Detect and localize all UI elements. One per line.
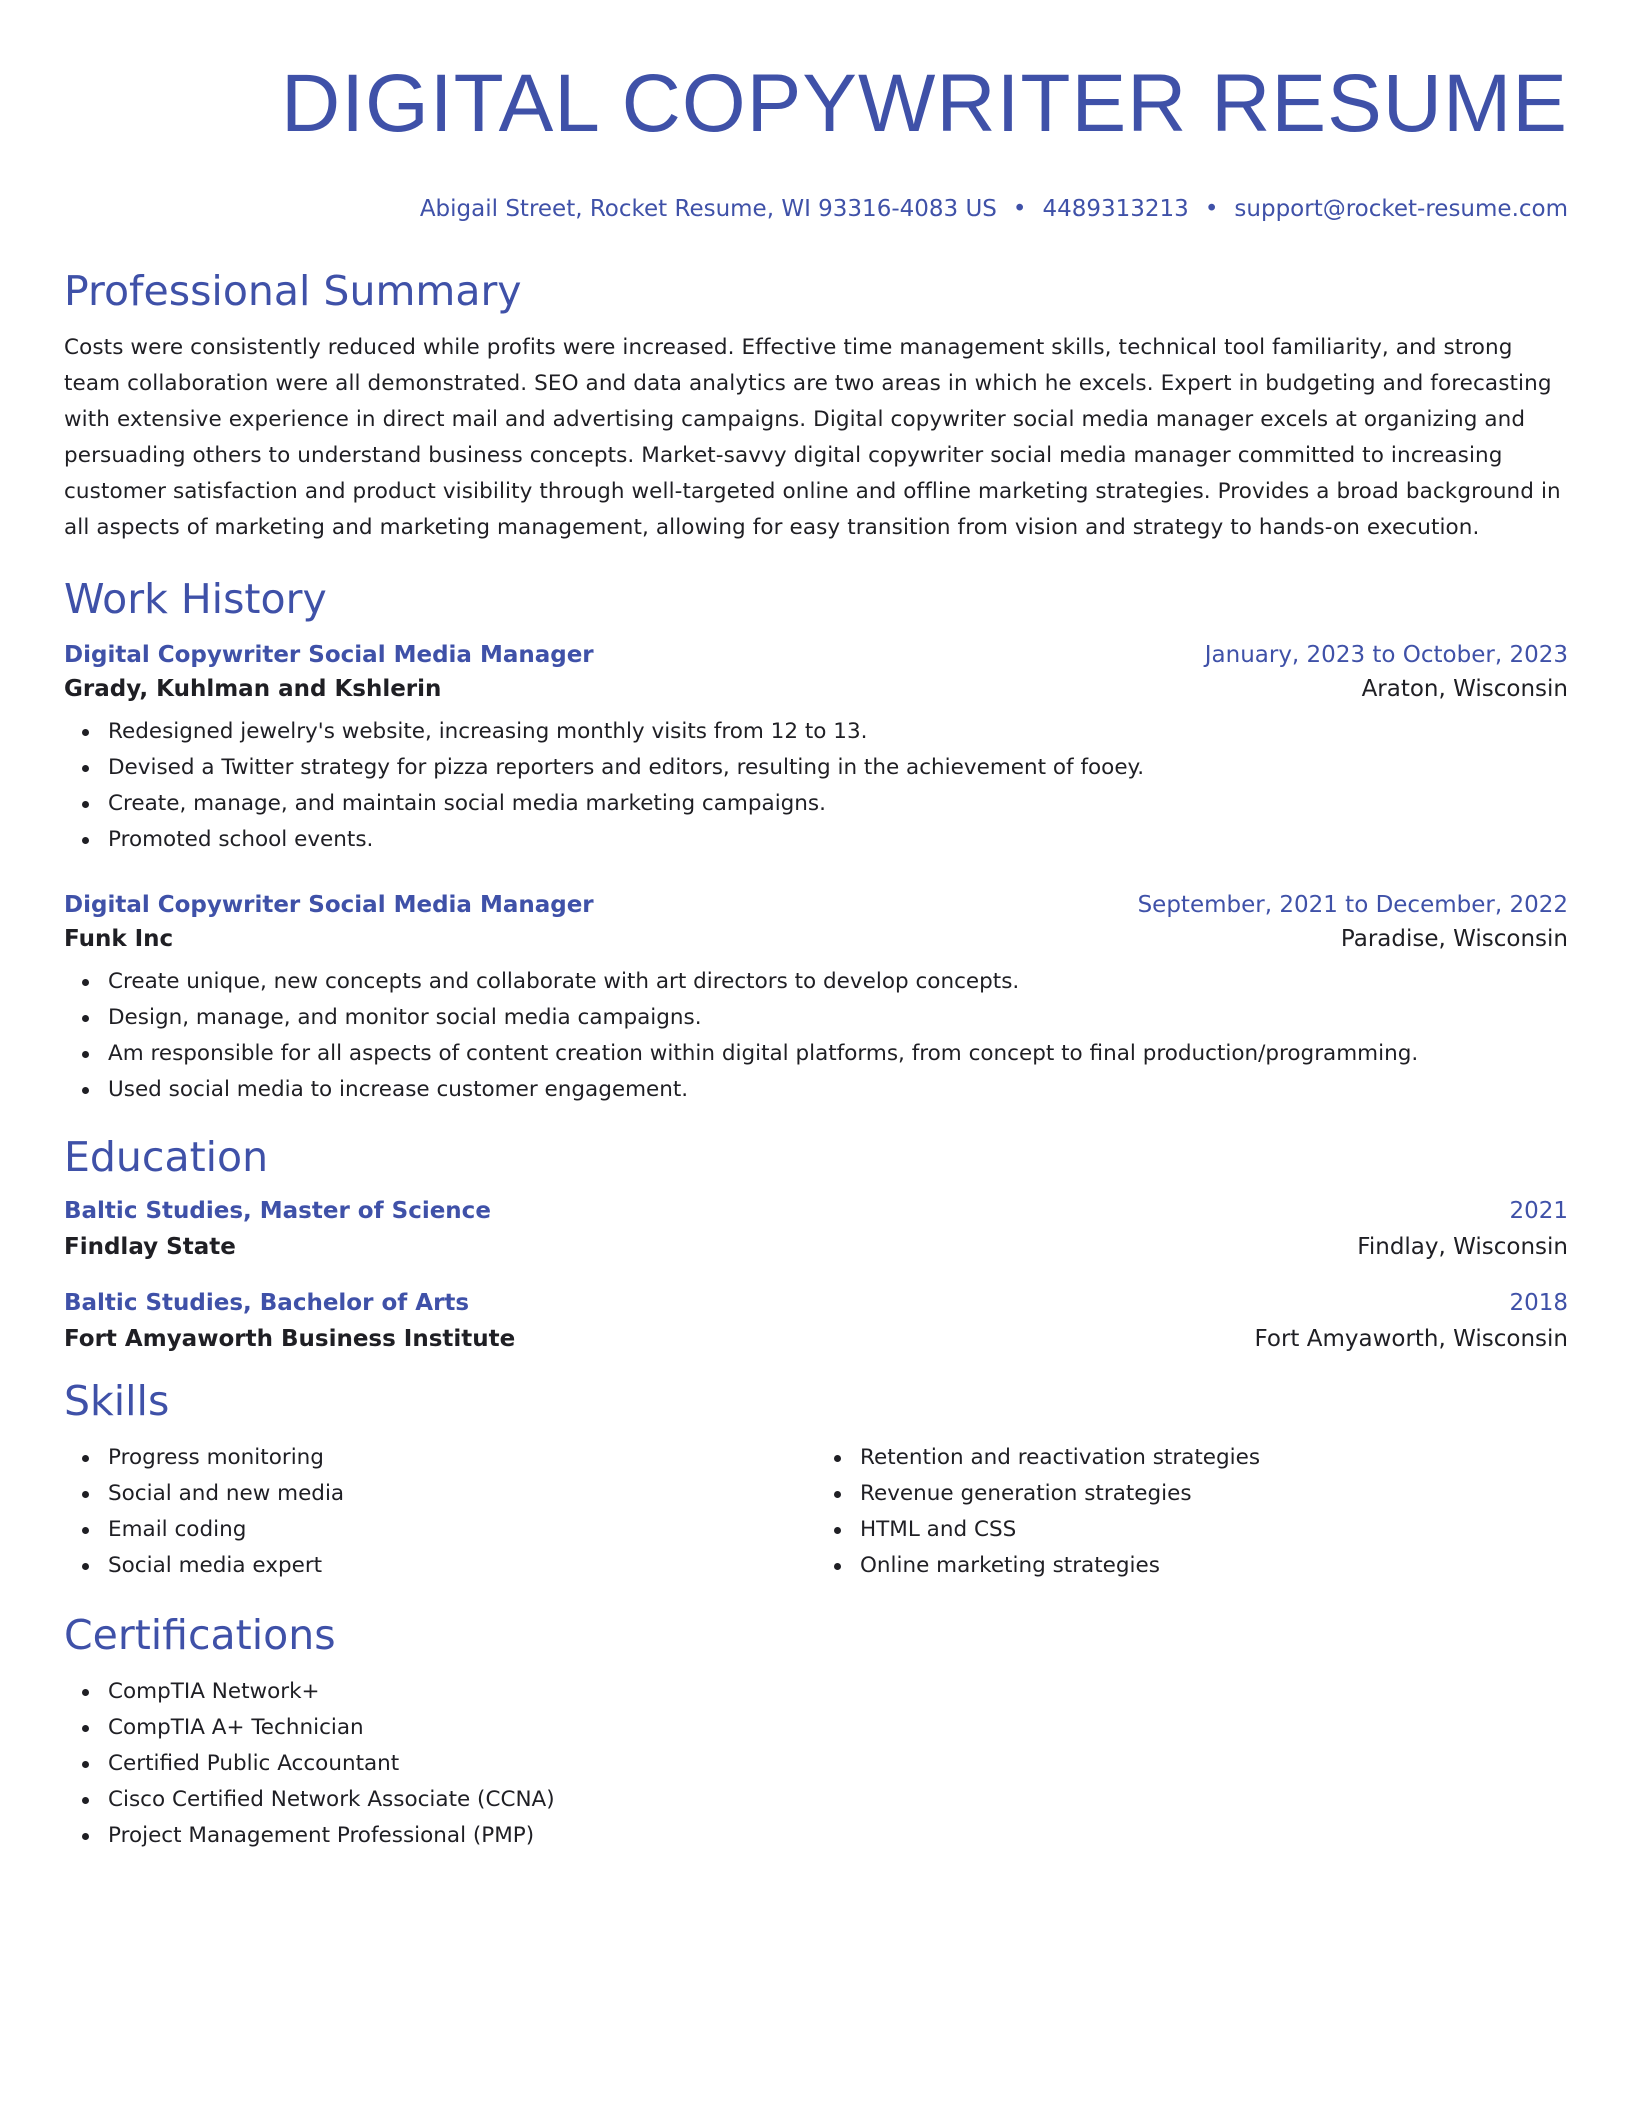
job-location: Araton, Wisconsin — [1361, 676, 1568, 702]
job-bullets — [64, 964, 1568, 1108]
degree: Baltic Studies, Bachelor of Arts — [64, 1290, 470, 1316]
contact-email[interactable]: support@rocket-resume.com — [1234, 196, 1568, 222]
list-item: Online marketing strategies — [860, 1548, 1568, 1584]
skills-list — [64, 1440, 1568, 1584]
resume-title: DIGITAL COPYWRITER RESUME — [281, 58, 1568, 149]
skills-heading: Skills — [64, 1377, 170, 1425]
job-header — [64, 892, 1568, 918]
skills-column-right — [816, 1440, 1568, 1584]
list-item: Project Management Professional (PMP) — [108, 1818, 1568, 1854]
education-entry — [64, 1290, 1568, 1352]
work-history-heading: Work History — [64, 575, 327, 623]
contact-line — [64, 194, 1568, 224]
job-company: Funk Inc — [64, 926, 174, 952]
list-item: Email coding — [108, 1512, 816, 1548]
school-name: Findlay State — [64, 1234, 236, 1260]
job-subheader — [64, 676, 1568, 702]
contact-address: Abigail Street, Rocket Resume, WI 93316-4083 US — [419, 196, 997, 222]
list-item: Certified Public Accountant — [108, 1746, 1568, 1782]
education-header — [64, 1290, 1568, 1316]
job-location: Paradise, Wisconsin — [1340, 926, 1568, 952]
job-bullets — [64, 714, 1568, 858]
list-item: Promoted school events. — [108, 822, 1568, 858]
job-dates: January, 2023 to October, 2023 — [1204, 642, 1568, 668]
education-header — [64, 1198, 1568, 1224]
job-header — [64, 642, 1568, 668]
list-item: Create, manage, and maintain social media marketing campaigns. — [108, 786, 1568, 822]
job-entry — [64, 642, 1568, 858]
list-item: Create unique, new concepts and collaborate with art directors to develop concepts. — [108, 964, 1568, 1000]
list-item: Retention and reactivation strategies — [860, 1440, 1568, 1476]
list-item: HTML and CSS — [860, 1512, 1568, 1548]
education-subheader — [64, 1234, 1568, 1260]
contact-separator: • — [1204, 196, 1219, 222]
resume-page — [64, 0, 1568, 1854]
contact-separator: • — [1012, 196, 1027, 222]
list-item: Design, manage, and monitor social media campaigns. — [108, 1000, 1568, 1036]
summary-heading: Professional Summary — [64, 267, 522, 315]
list-item: Redesigned jewelry's website, increasing monthly visits from 12 to 13. — [108, 714, 1568, 750]
list-item: Progress monitoring — [108, 1440, 816, 1476]
summary-text: Costs were consistently reduced while profits were increased. Effective time management skills, technical tool familiarity, and strong team collaboration were all demonstrated. SEO and data analytics are two areas in which he excels. Expert in budgeting and forecasting with extensive experience in direct mail and advertising campaigns. Digital copywriter social media manager excels at organizing and persuading others to understand business concepts. Market-savvy digital copywriter social media manager committed to increasing customer satisfaction and product visibility through well-targeted online and offline marketing strategies. Provides a broad background in all aspects of marketing and marketing management, allowing for easy transition from vision and strategy to hands-on execution. — [64, 335, 1561, 540]
education-entry — [64, 1198, 1568, 1260]
list-item: CompTIA A+ Technician — [108, 1710, 1568, 1746]
contact-phone: 4489313213 — [1042, 196, 1189, 222]
job-entry — [64, 892, 1568, 1108]
list-item: CompTIA Network+ — [108, 1674, 1568, 1710]
list-item: Social media expert — [108, 1548, 816, 1584]
degree: Baltic Studies, Master of Science — [64, 1198, 491, 1224]
job-subheader — [64, 926, 1568, 952]
graduation-year: 2018 — [1509, 1290, 1568, 1316]
certifications-list — [64, 1674, 1568, 1854]
school-location: Fort Amyaworth, Wisconsin — [1254, 1326, 1568, 1352]
certifications-heading: Certifications — [64, 1611, 336, 1659]
job-role: Digital Copywriter Social Media Manager — [64, 892, 594, 918]
education-subheader — [64, 1326, 1568, 1352]
list-item: Used social media to increase customer engagement. — [108, 1072, 1568, 1108]
list-item: Social and new media — [108, 1476, 816, 1512]
list-item: Am responsible for all aspects of content creation within digital platforms, from concept to final production/programming. — [108, 1036, 1568, 1072]
list-item: Devised a Twitter strategy for pizza reporters and editors, resulting in the achievement of fooey. — [108, 750, 1568, 786]
list-item: Cisco Certified Network Associate (CCNA) — [108, 1782, 1568, 1818]
school-name: Fort Amyaworth Business Institute — [64, 1326, 516, 1352]
education-heading: Education — [64, 1133, 269, 1181]
job-role: Digital Copywriter Social Media Manager — [64, 642, 594, 668]
list-item: Revenue generation strategies — [860, 1476, 1568, 1512]
job-company: Grady, Kuhlman and Kshlerin — [64, 676, 442, 702]
school-location: Findlay, Wisconsin — [1357, 1234, 1568, 1260]
graduation-year: 2021 — [1509, 1198, 1568, 1224]
job-dates: September, 2021 to December, 2022 — [1137, 892, 1568, 918]
skills-column-left — [64, 1440, 816, 1584]
